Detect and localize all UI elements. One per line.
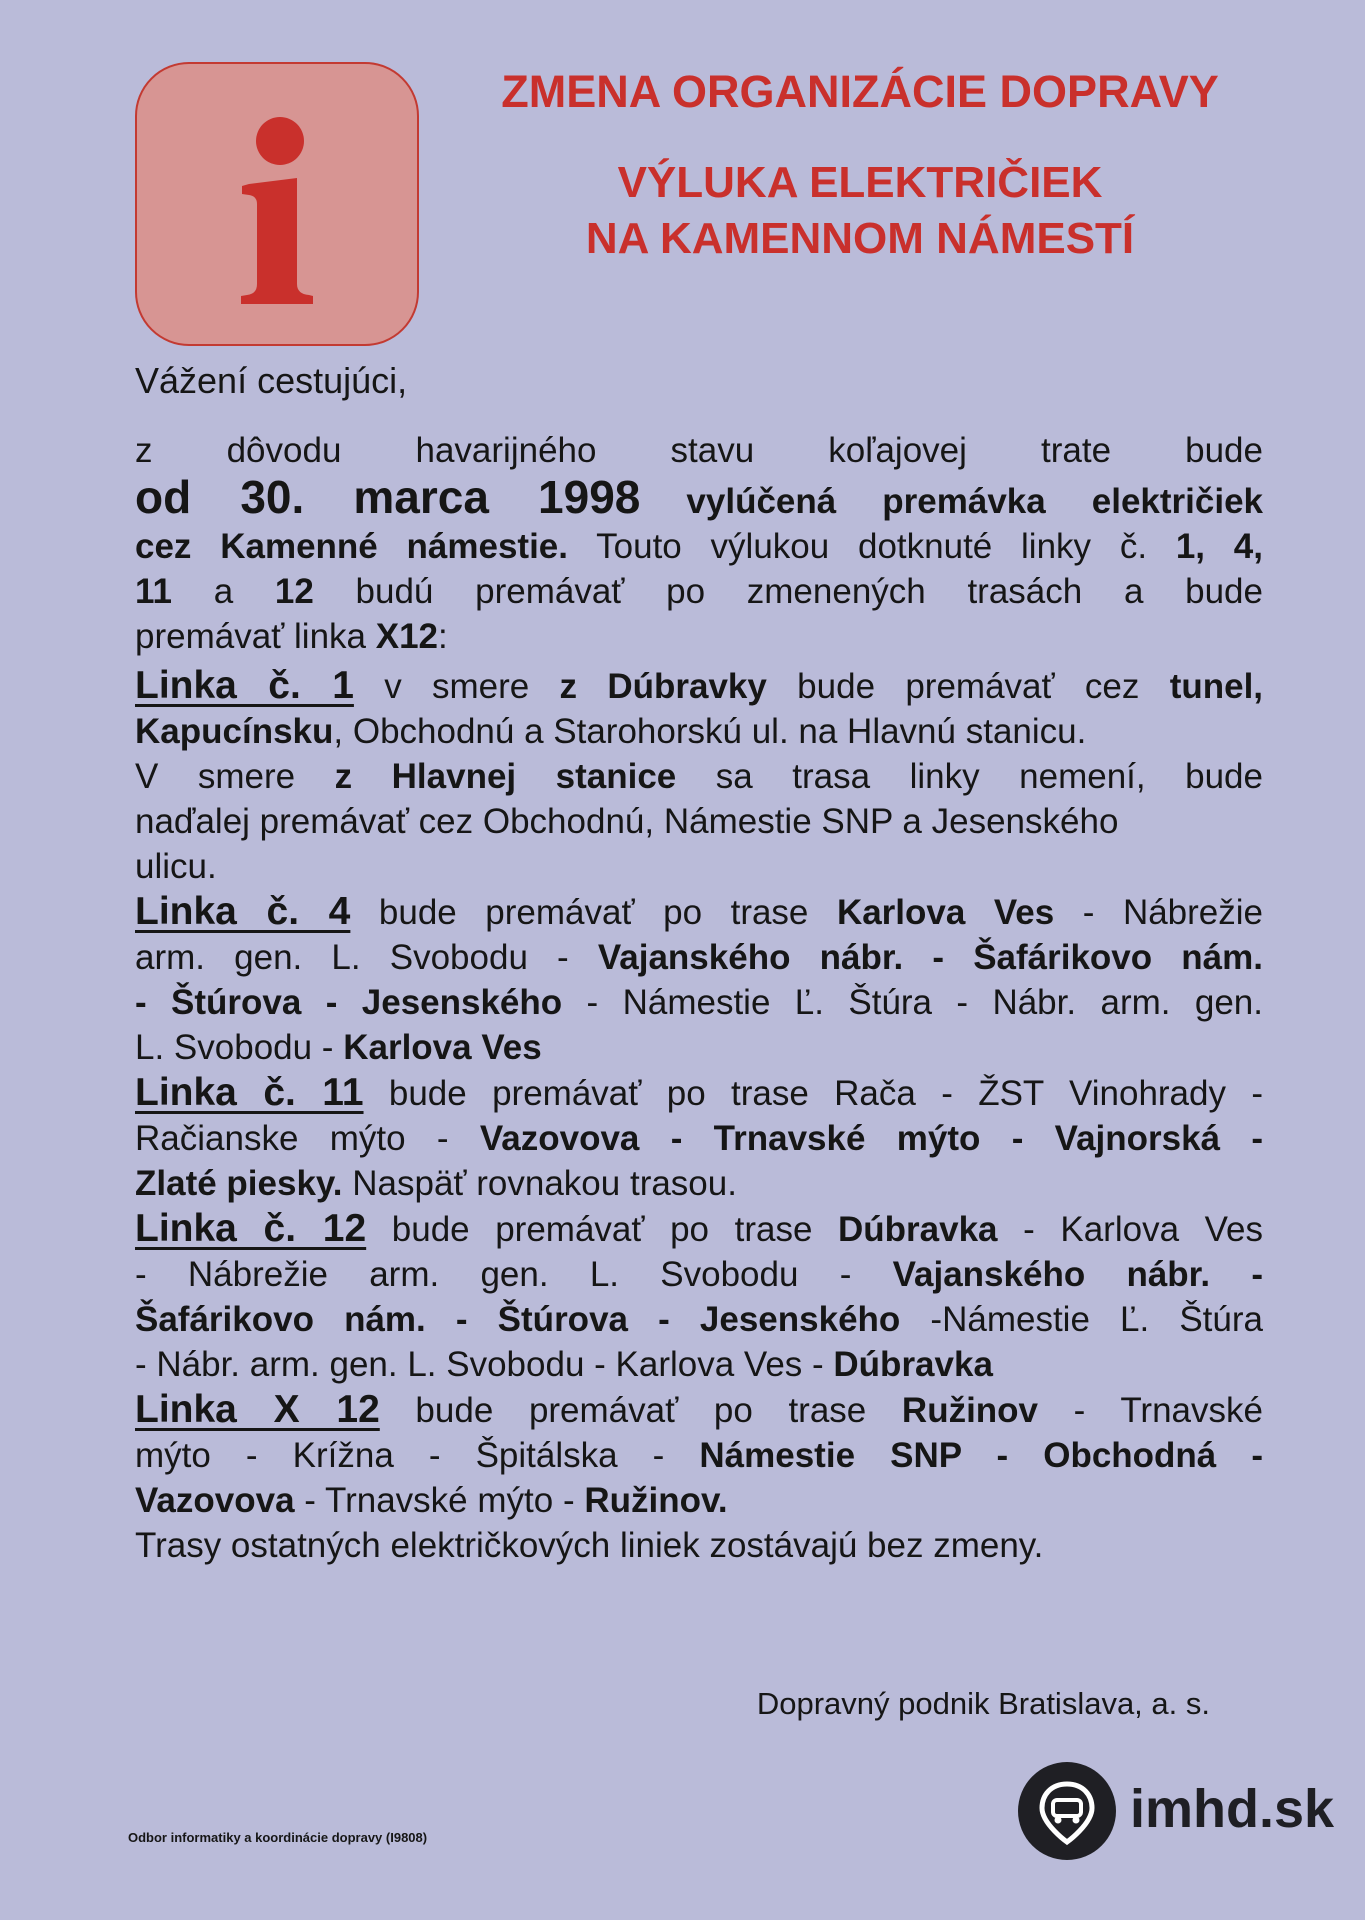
lineX12-row1: Linka X 12 bude premávať po trase Ružinov - Trnavské (135, 1388, 1263, 1431)
line12-label: Linka č. 12 (135, 1207, 367, 1250)
line11-label: Linka č. 11 (135, 1071, 364, 1114)
line4-row3: - Štúrova - Jesenského - Námestie Ľ. Štúra - Nábr. arm. gen. (135, 983, 1263, 1022)
intro-line5: premávať linka X12: (135, 617, 448, 656)
intro-line2: od 30. marca 1998 vylúčená premávka električiek (135, 471, 1264, 523)
line12-row1: Linka č. 12 bude premávať po trase Dúbravka - Karlova Ves (135, 1207, 1263, 1250)
line4-label: Linka č. 4 (135, 890, 351, 933)
footer-note: Odbor informatiky a koordinácie dopravy (I9808) (128, 1830, 428, 1845)
line12-row2: - Nábrežie arm. gen. L. Svobodu - Vajanského nábr. - (135, 1255, 1264, 1294)
title-sub-line1: VÝLUKA ELEKTRIČIEK (617, 158, 1103, 207)
greeting: Vážení cestujúci, (135, 360, 408, 401)
line1-row1: Linka č. 1 v smere z Dúbravky bude premávať cez tunel, (135, 664, 1264, 707)
logo-text: imhd.sk (1130, 1779, 1335, 1839)
signature: Dopravný podnik Bratislava, a. s. (756, 1686, 1210, 1721)
start-date: 30. marca 1998 (240, 471, 641, 523)
line1-label: Linka č. 1 (135, 664, 354, 707)
line4-row2: arm. gen. L. Svobodu - Vajanského nábr. - Šafárikovo nám. (135, 938, 1263, 977)
intro-line4: 11 a 12 budú premávať po zmenených trasách a bude (135, 572, 1263, 611)
lineX12-label: Linka X 12 (135, 1388, 380, 1431)
line4-row4: L. Svobodu - Karlova Ves (135, 1028, 542, 1067)
line11-row2: Račianske mýto - Vazovova - Trnavské mýto - Vajnorská - (135, 1119, 1263, 1158)
line1-row3: V smere z Hlavnej stanice sa trasa linky nemení, bude (135, 757, 1263, 796)
line11-row1: Linka č. 11 bude premávať po trase Rača - ŽST Vinohrady - (135, 1071, 1263, 1114)
intro-line1: z dôvodu havarijného stavu koľajovej trate bude (135, 431, 1263, 470)
line12-row4: - Nábr. arm. gen. L. Svobodu - Karlova Ves - Dúbravka (135, 1345, 993, 1384)
bus-pin-icon (1018, 1762, 1116, 1860)
line4-row1: Linka č. 4 bude premávať po trase Karlova Ves - Nábrežie (135, 890, 1264, 933)
title-sub-line2: NA KAMENNOM NÁMESTÍ (585, 214, 1135, 263)
info-i-glyph (137, 64, 417, 344)
line11-row3: Zlaté piesky. Naspäť rovnakou trasou. (135, 1164, 737, 1203)
line1-row5: ulicu. (135, 847, 217, 886)
lineX12-row2: mýto - Krížna - Špitálska - Námestie SNP - Obchodná - (135, 1436, 1263, 1475)
line1-row4: naďalej premávať cez Obchodnú, Námestie SNP a Jesenského (135, 802, 1119, 841)
title-main: ZMENA ORGANIZÁCIE DOPRAVY (501, 66, 1219, 117)
imhd-logo (1018, 1762, 1335, 1854)
lineX12-row3: Vazovova - Trnavské mýto - Ružinov. (135, 1481, 728, 1520)
line1-row2: Kapucínsku, Obchodnú a Starohorskú ul. na Hlavnú stanicu. (135, 712, 1087, 751)
notice-body (135, 428, 1263, 1568)
intro-line3: cez Kamenné námestie. Touto výlukou dotknuté linky č. 1, 4, (135, 527, 1263, 566)
closing-note: Trasy ostatných električkových liniek zostávajú bez zmeny. (135, 1526, 1044, 1565)
line12-row3: Šafárikovo nám. - Štúrova - Jesenského -Námestie Ľ. Štúra (135, 1300, 1263, 1339)
info-icon (135, 62, 419, 346)
